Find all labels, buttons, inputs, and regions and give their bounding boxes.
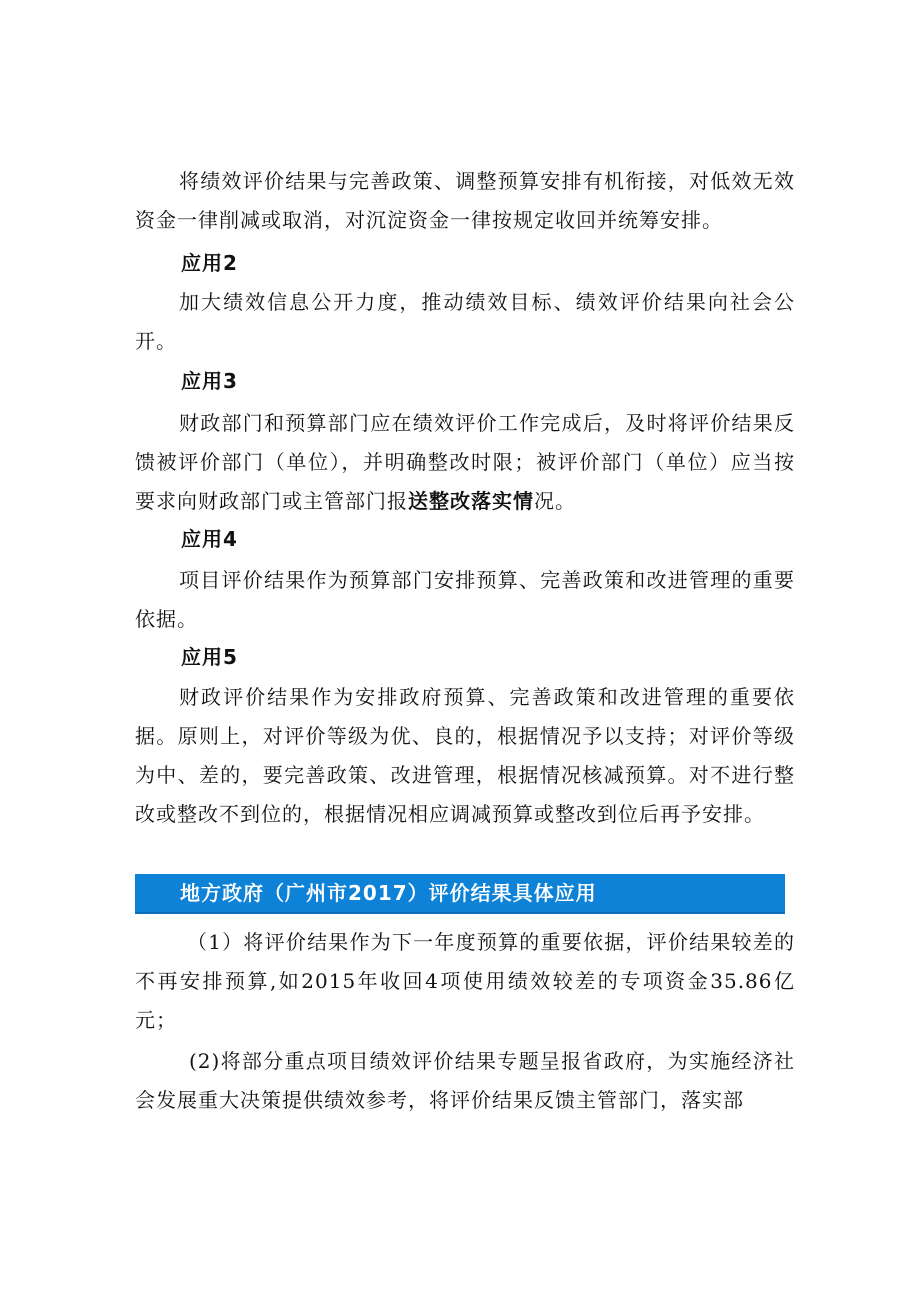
heading-application-5: 应用5 <box>181 645 238 669</box>
paragraph-5: 财政评价结果作为安排政府预算、完善政策和改进管理的重要依据。原则上，对评价等级为优、良的，根据情况予以支持；对评价等级为中、差的，要完善政策、改进管理，根据情况核减预算。对不进行整改或整改不到位的，根据情况相应调减预算或整改到位后再予安排。 <box>135 685 795 826</box>
heading-application-3: 应用3 <box>181 369 238 393</box>
banner-title: 地方政府（广州市2017）评价结果具体应用 <box>180 881 597 905</box>
paragraph-2: 加大绩效信息公开力度，推动绩效目标、绩效评价结果向社会公开。 <box>135 290 795 353</box>
heading-application-4: 应用4 <box>181 527 238 551</box>
paragraph-3-end: 况。 <box>534 489 576 513</box>
paragraph-1: 将绩效评价结果与完善政策、调整预算安排有机衔接，对低效无效资金一律削减或取消，对沉淀资金一律按规定收回并统筹安排。 <box>135 169 795 232</box>
paragraph-4: 项目评价结果作为预算部门安排预算、完善政策和改进管理的重要依据。 <box>135 568 795 631</box>
section-banner <box>135 874 785 914</box>
heading-application-2: 应用2 <box>181 251 238 275</box>
paragraph-3-emphasis: 送整改落实情 <box>408 489 534 513</box>
list-item-2: (2)将部分重点项目绩效评价结果专题呈报省政府，为实施经济社会发展重大决策提供绩效参考，将评价结果反馈主管部门，落实部 <box>135 1049 795 1112</box>
paragraph-3 <box>135 404 795 521</box>
paragraph-3-text: 财政部门和预算部门应在绩效评价工作完成后，及时将评价结果反馈被评价部门（单位），并明确整改时限；被评价部门（单位）应当按要求向财政部门或主管部门报 <box>135 411 795 513</box>
list-item-1: （1）将评价结果作为下一年度预算的重要依据，评价结果较差的不再安排预算,如2015年收回4项使用绩效较差的专项资金35.86亿元； <box>135 930 795 1032</box>
